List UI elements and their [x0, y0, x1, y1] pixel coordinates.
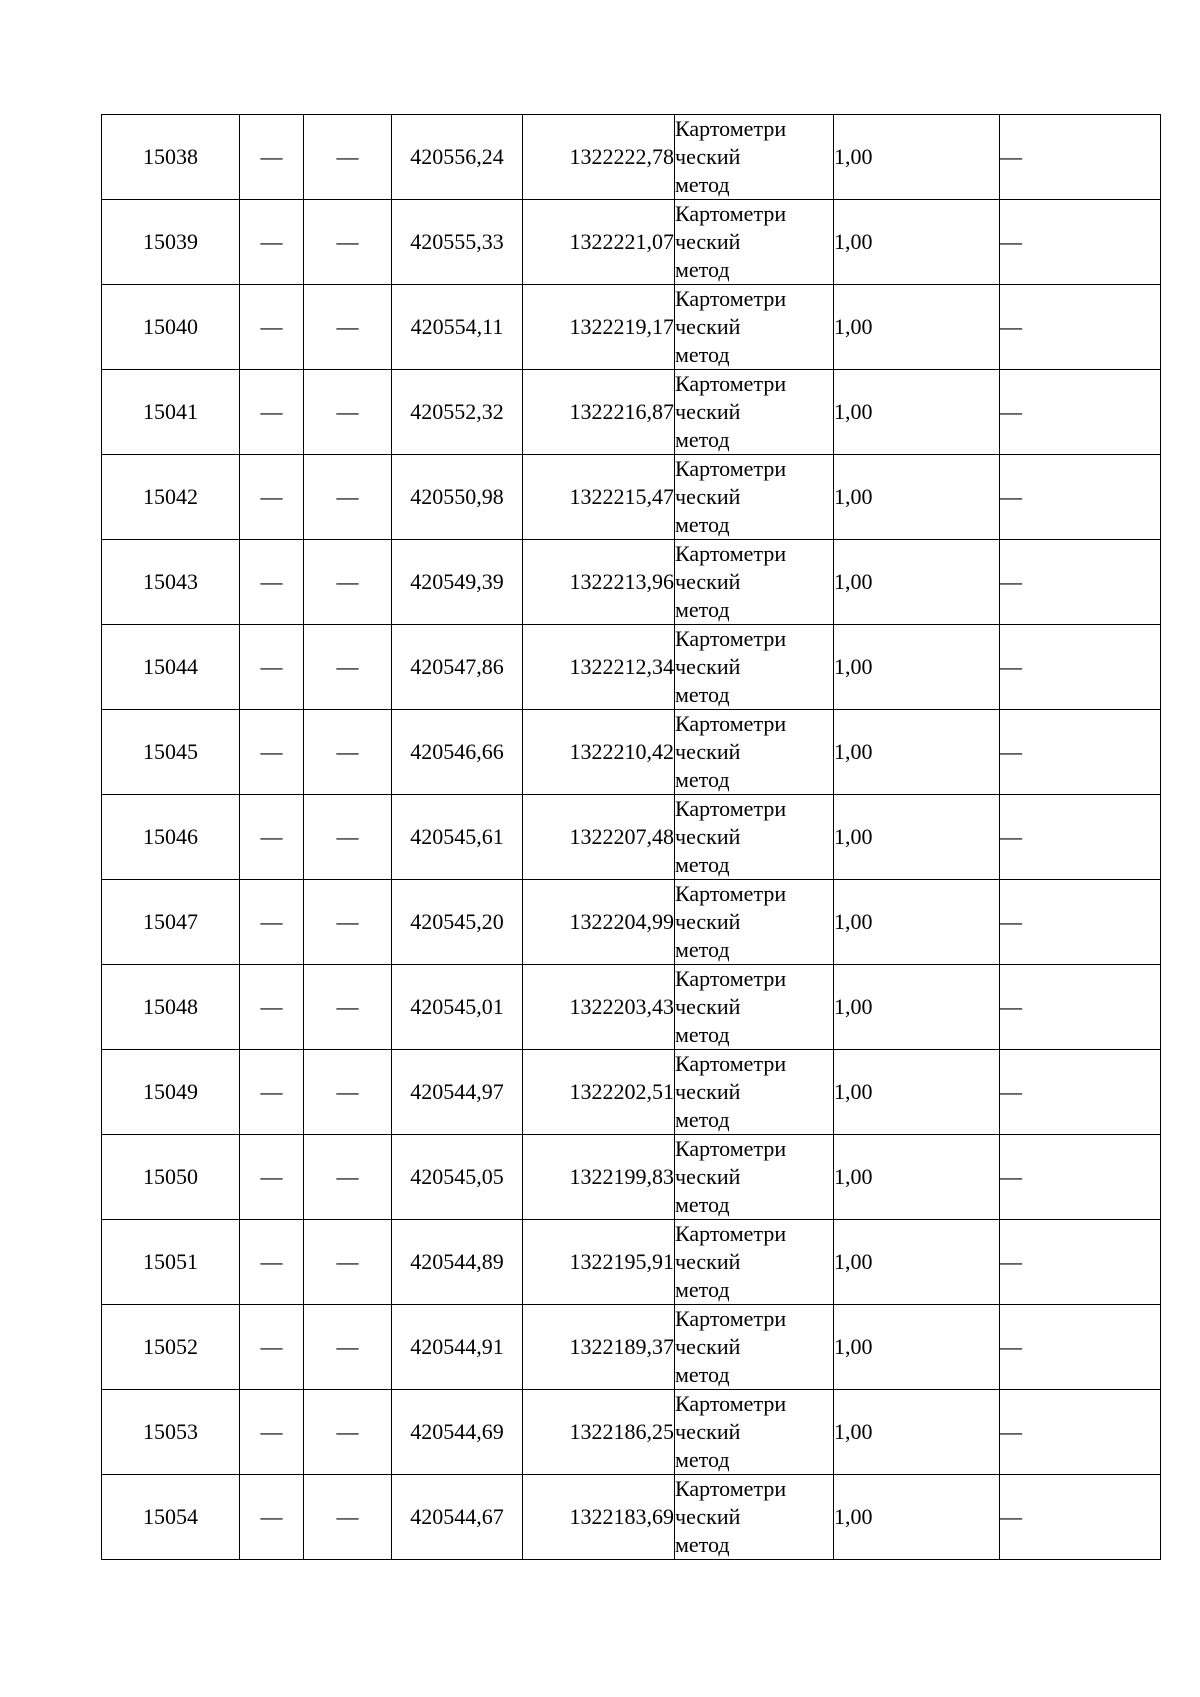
accuracy-cell: 1,00 — [834, 1475, 1000, 1560]
accuracy-cell: 1,00 — [834, 455, 1000, 540]
note-cell: — — [1000, 795, 1161, 880]
method-text-line: метод — [675, 427, 730, 452]
table-body — [102, 115, 1161, 1560]
y-coordinate-cell: 1322222,78 — [523, 115, 675, 200]
method-cell — [675, 795, 834, 880]
point-number-cell: 15047 — [102, 880, 240, 965]
point-number-cell: 15052 — [102, 1305, 240, 1390]
point-number-cell: 15043 — [102, 540, 240, 625]
x-coordinate-cell: 420547,86 — [392, 625, 523, 710]
y-coordinate-cell: 1322199,83 — [523, 1135, 675, 1220]
point-number-cell: 15048 — [102, 965, 240, 1050]
x-coordinate-cell: 420544,89 — [392, 1220, 523, 1305]
y-coordinate-cell: 1322213,96 — [523, 540, 675, 625]
method-cell — [675, 540, 834, 625]
empty-value-cell: — — [240, 285, 304, 370]
point-number-cell: 15040 — [102, 285, 240, 370]
accuracy-cell: 1,00 — [834, 285, 1000, 370]
empty-value-cell: — — [304, 1135, 392, 1220]
method-text-line: метод — [675, 342, 730, 367]
method-cell — [675, 1390, 834, 1475]
table-row — [102, 965, 1161, 1050]
x-coordinate-cell: 420545,05 — [392, 1135, 523, 1220]
accuracy-cell: 1,00 — [834, 1220, 1000, 1305]
method-cell — [675, 285, 834, 370]
table-row — [102, 1475, 1161, 1560]
note-cell: — — [1000, 455, 1161, 540]
accuracy-cell: 1,00 — [834, 370, 1000, 455]
method-text-line: метод — [675, 172, 730, 197]
note-cell: — — [1000, 1390, 1161, 1475]
method-text-line: метод — [675, 597, 730, 622]
method-text-line: ческий — [675, 1079, 741, 1104]
accuracy-cell: 1,00 — [834, 625, 1000, 710]
table-row — [102, 1135, 1161, 1220]
x-coordinate-cell: 420546,66 — [392, 710, 523, 795]
method-text-line: ческий — [675, 1249, 741, 1274]
empty-value-cell: — — [240, 625, 304, 710]
empty-value-cell: — — [240, 115, 304, 200]
y-coordinate-cell: 1322215,47 — [523, 455, 675, 540]
note-cell: — — [1000, 1220, 1161, 1305]
method-cell — [675, 965, 834, 1050]
method-cell — [675, 1135, 834, 1220]
x-coordinate-cell: 420544,67 — [392, 1475, 523, 1560]
method-text-line: Картометри — [675, 1306, 787, 1331]
method-cell — [675, 455, 834, 540]
method-text-line: ческий — [675, 399, 741, 424]
point-number-cell: 15039 — [102, 200, 240, 285]
empty-value-cell: — — [304, 1220, 392, 1305]
method-text-line: Картометри — [675, 1391, 787, 1416]
method-text-line: метод — [675, 1447, 730, 1472]
table-row — [102, 1050, 1161, 1135]
method-text-line: ческий — [675, 314, 741, 339]
note-cell: — — [1000, 710, 1161, 795]
point-number-cell: 15050 — [102, 1135, 240, 1220]
method-text-line: метод — [675, 1192, 730, 1217]
method-cell — [675, 710, 834, 795]
note-cell: — — [1000, 1305, 1161, 1390]
method-text-line: ческий — [675, 1334, 741, 1359]
method-text-line: ческий — [675, 1164, 741, 1189]
point-number-cell: 15053 — [102, 1390, 240, 1475]
point-number-cell: 15046 — [102, 795, 240, 880]
note-cell: — — [1000, 965, 1161, 1050]
empty-value-cell: — — [240, 965, 304, 1050]
note-cell: — — [1000, 880, 1161, 965]
empty-value-cell: — — [304, 710, 392, 795]
y-coordinate-cell: 1322219,17 — [523, 285, 675, 370]
method-text-line: Картометри — [675, 1051, 787, 1076]
empty-value-cell: — — [240, 1305, 304, 1390]
empty-value-cell: — — [240, 200, 304, 285]
table-row — [102, 1305, 1161, 1390]
x-coordinate-cell: 420545,61 — [392, 795, 523, 880]
empty-value-cell: — — [304, 1475, 392, 1560]
y-coordinate-cell: 1322195,91 — [523, 1220, 675, 1305]
x-coordinate-cell: 420556,24 — [392, 115, 523, 200]
accuracy-cell: 1,00 — [834, 795, 1000, 880]
empty-value-cell: — — [304, 1050, 392, 1135]
y-coordinate-cell: 1322207,48 — [523, 795, 675, 880]
point-number-cell: 15038 — [102, 115, 240, 200]
method-cell — [675, 1050, 834, 1135]
point-number-cell: 15044 — [102, 625, 240, 710]
y-coordinate-cell: 1322189,37 — [523, 1305, 675, 1390]
y-coordinate-cell: 1322203,43 — [523, 965, 675, 1050]
empty-value-cell: — — [304, 625, 392, 710]
x-coordinate-cell: 420545,01 — [392, 965, 523, 1050]
method-text-line: метод — [675, 512, 730, 537]
x-coordinate-cell: 420555,33 — [392, 200, 523, 285]
note-cell: — — [1000, 540, 1161, 625]
method-text-line: метод — [675, 767, 730, 792]
method-text-line: Картометри — [675, 626, 787, 651]
method-text-line: Картометри — [675, 286, 787, 311]
empty-value-cell: — — [240, 1475, 304, 1560]
y-coordinate-cell: 1322202,51 — [523, 1050, 675, 1135]
empty-value-cell: — — [304, 200, 392, 285]
accuracy-cell: 1,00 — [834, 1135, 1000, 1220]
method-text-line: Картометри — [675, 541, 787, 566]
method-text-line: ческий — [675, 994, 741, 1019]
method-text-line: Картометри — [675, 1476, 787, 1501]
note-cell: — — [1000, 1050, 1161, 1135]
method-text-line: Картометри — [675, 371, 787, 396]
accuracy-cell: 1,00 — [834, 1305, 1000, 1390]
note-cell: — — [1000, 370, 1161, 455]
table-row — [102, 200, 1161, 285]
accuracy-cell: 1,00 — [834, 965, 1000, 1050]
method-text-line: ческий — [675, 1504, 741, 1529]
method-text-line: метод — [675, 1022, 730, 1047]
method-text-line: Картометри — [675, 711, 787, 736]
method-text-line: метод — [675, 1107, 730, 1132]
x-coordinate-cell: 420545,20 — [392, 880, 523, 965]
method-text-line: ческий — [675, 824, 741, 849]
empty-value-cell: — — [240, 540, 304, 625]
y-coordinate-cell: 1322183,69 — [523, 1475, 675, 1560]
y-coordinate-cell: 1322210,42 — [523, 710, 675, 795]
empty-value-cell: — — [240, 710, 304, 795]
point-number-cell: 15054 — [102, 1475, 240, 1560]
y-coordinate-cell: 1322216,87 — [523, 370, 675, 455]
method-cell — [675, 625, 834, 710]
method-text-line: Картометри — [675, 456, 787, 481]
method-cell — [675, 1475, 834, 1560]
empty-value-cell: — — [240, 1050, 304, 1135]
point-number-cell: 15049 — [102, 1050, 240, 1135]
method-text-line: Картометри — [675, 116, 787, 141]
method-text-line: ческий — [675, 229, 741, 254]
method-text-line: метод — [675, 257, 730, 282]
accuracy-cell: 1,00 — [834, 200, 1000, 285]
empty-value-cell: — — [240, 880, 304, 965]
method-text-line: Картометри — [675, 796, 787, 821]
accuracy-cell: 1,00 — [834, 880, 1000, 965]
y-coordinate-cell: 1322186,25 — [523, 1390, 675, 1475]
empty-value-cell: — — [304, 795, 392, 880]
empty-value-cell: — — [240, 1390, 304, 1475]
x-coordinate-cell: 420544,91 — [392, 1305, 523, 1390]
note-cell: — — [1000, 1135, 1161, 1220]
table-row — [102, 115, 1161, 200]
accuracy-cell: 1,00 — [834, 540, 1000, 625]
empty-value-cell: — — [304, 455, 392, 540]
method-cell — [675, 115, 834, 200]
accuracy-cell: 1,00 — [834, 115, 1000, 200]
note-cell: — — [1000, 115, 1161, 200]
method-text-line: ческий — [675, 1419, 741, 1444]
empty-value-cell: — — [240, 455, 304, 540]
method-text-line: ческий — [675, 739, 741, 764]
table-row — [102, 1390, 1161, 1475]
coordinates-table — [101, 114, 1161, 1560]
x-coordinate-cell: 420550,98 — [392, 455, 523, 540]
method-cell — [675, 200, 834, 285]
method-cell — [675, 1305, 834, 1390]
empty-value-cell: — — [304, 1390, 392, 1475]
method-cell — [675, 370, 834, 455]
accuracy-cell: 1,00 — [834, 710, 1000, 795]
empty-value-cell: — — [240, 1135, 304, 1220]
y-coordinate-cell: 1322204,99 — [523, 880, 675, 965]
x-coordinate-cell: 420549,39 — [392, 540, 523, 625]
empty-value-cell: — — [304, 370, 392, 455]
empty-value-cell: — — [240, 1220, 304, 1305]
table-row — [102, 795, 1161, 880]
table-row — [102, 540, 1161, 625]
table-row — [102, 625, 1161, 710]
empty-value-cell: — — [304, 285, 392, 370]
x-coordinate-cell: 420552,32 — [392, 370, 523, 455]
note-cell: — — [1000, 1475, 1161, 1560]
note-cell: — — [1000, 625, 1161, 710]
table-row — [102, 880, 1161, 965]
method-text-line: Картометри — [675, 1136, 787, 1161]
note-cell: — — [1000, 200, 1161, 285]
method-text-line: Картометри — [675, 966, 787, 991]
empty-value-cell: — — [304, 1305, 392, 1390]
note-cell: — — [1000, 285, 1161, 370]
method-text-line: ческий — [675, 654, 741, 679]
method-text-line: метод — [675, 1532, 730, 1557]
table-row — [102, 370, 1161, 455]
method-text-line: метод — [675, 1277, 730, 1302]
x-coordinate-cell: 420544,97 — [392, 1050, 523, 1135]
method-text-line: Картометри — [675, 201, 787, 226]
method-text-line: метод — [675, 852, 730, 877]
point-number-cell: 15045 — [102, 710, 240, 795]
method-text-line: ческий — [675, 569, 741, 594]
empty-value-cell: — — [240, 795, 304, 880]
method-text-line: ческий — [675, 909, 741, 934]
point-number-cell: 15041 — [102, 370, 240, 455]
method-text-line: ческий — [675, 144, 741, 169]
method-cell — [675, 880, 834, 965]
empty-value-cell: — — [304, 115, 392, 200]
accuracy-cell: 1,00 — [834, 1050, 1000, 1135]
table-row — [102, 1220, 1161, 1305]
point-number-cell: 15042 — [102, 455, 240, 540]
empty-value-cell: — — [304, 965, 392, 1050]
x-coordinate-cell: 420544,69 — [392, 1390, 523, 1475]
empty-value-cell: — — [304, 880, 392, 965]
method-text-line: метод — [675, 1362, 730, 1387]
method-cell — [675, 1220, 834, 1305]
empty-value-cell: — — [304, 540, 392, 625]
x-coordinate-cell: 420554,11 — [392, 285, 523, 370]
method-text-line: метод — [675, 682, 730, 707]
table-row — [102, 285, 1161, 370]
accuracy-cell: 1,00 — [834, 1390, 1000, 1475]
method-text-line: Картометри — [675, 1221, 787, 1246]
method-text-line: Картометри — [675, 881, 787, 906]
y-coordinate-cell: 1322212,34 — [523, 625, 675, 710]
y-coordinate-cell: 1322221,07 — [523, 200, 675, 285]
empty-value-cell: — — [240, 370, 304, 455]
point-number-cell: 15051 — [102, 1220, 240, 1305]
table-row — [102, 710, 1161, 795]
table-row — [102, 455, 1161, 540]
method-text-line: метод — [675, 937, 730, 962]
method-text-line: ческий — [675, 484, 741, 509]
